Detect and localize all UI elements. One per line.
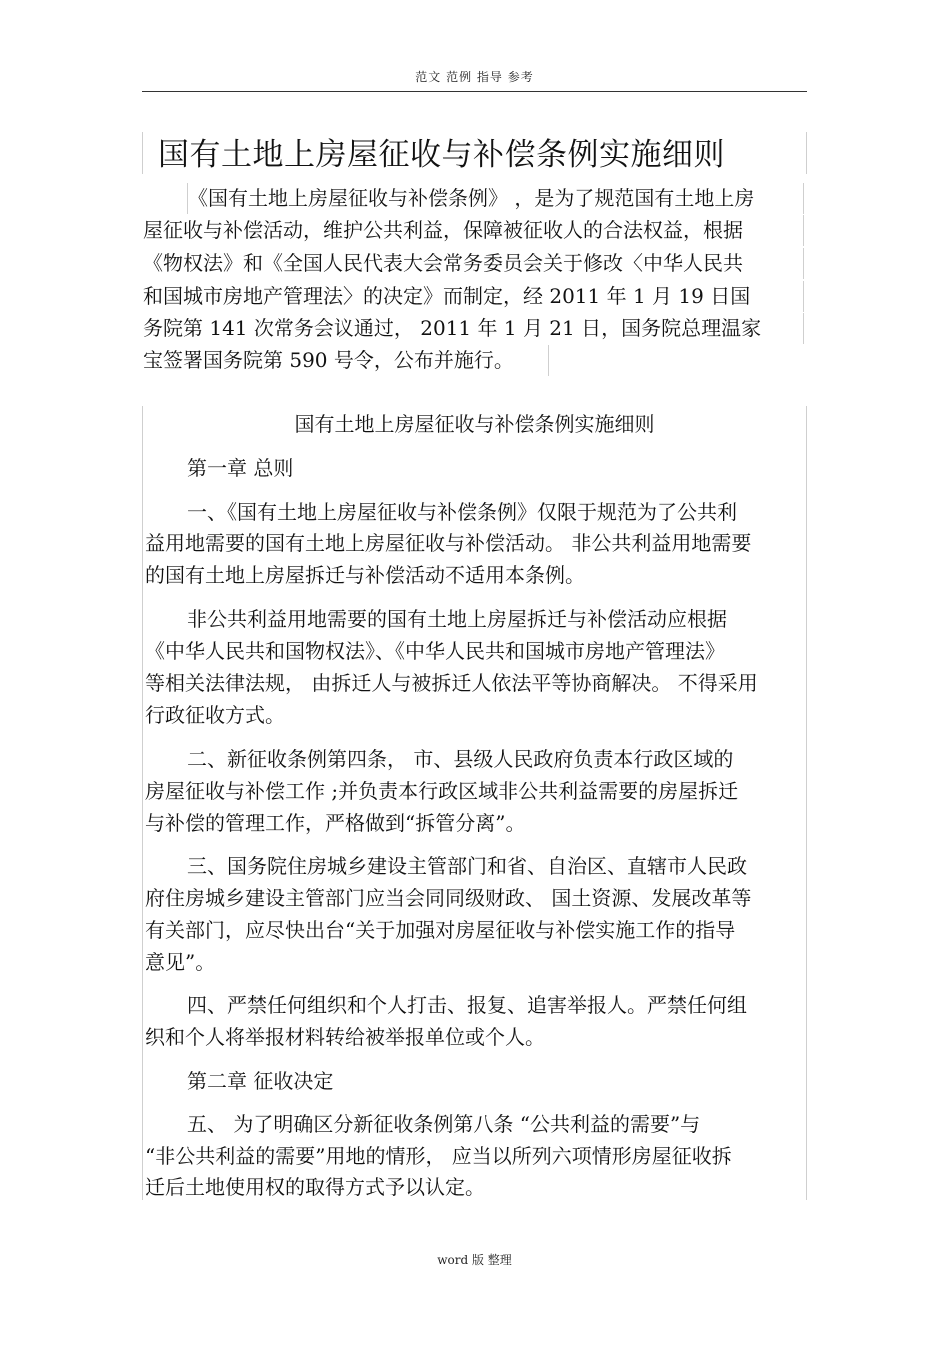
intro-line: 《国有土地上房屋征收与补偿条例》 ，是为了规范国有土地上房	[187, 183, 804, 214]
chapter-heading: 第二章 征收决定	[187, 1069, 334, 1093]
paragraph-line: “非公共利益的需要”用地的情形， 应当以所列六项情形房屋征收拆	[145, 1144, 732, 1168]
paragraph-line: 一、《国有土地上房屋征收与补偿条例》仅限于规范为了公共利	[187, 500, 737, 524]
paragraph-line: 五、 为了明确区分新征收条例第八条 “公共利益的需要”与	[187, 1112, 701, 1136]
paragraph-line: 非公共利益用地需要的国有土地上房屋拆迁与补偿活动应根据	[187, 607, 727, 631]
header-rule	[142, 91, 807, 92]
paragraph-line: 《中华人民共和国物权法》、《中华人民共和国城市房地产管理法》	[145, 639, 725, 663]
page-footer: word 版 整理	[437, 1253, 512, 1267]
intro-line: 宝签署国务院第 590 号令，公布并施行。	[143, 345, 549, 376]
paragraph-line: 三、国务院住房城乡建设主管部门和省、自治区、直辖市人民政	[187, 854, 747, 878]
intro-line: 《物权法》和《全国人民代表大会常务委员会关于修改〈中华人民共	[143, 248, 804, 279]
intro-line: 屋征收与补偿活动，维护公共利益，保障被征收人的合法权益，根据	[143, 215, 804, 246]
paragraph-line: 织和个人将举报材料转给被举报单位或个人。	[145, 1025, 545, 1049]
intro-line: 务院第 141 次常务会议通过， 2011 年 1 月 21 日，国务院总理温家	[143, 313, 804, 344]
paragraph-line: 迁后土地使用权的取得方式予以认定。	[145, 1175, 485, 1199]
paragraph-line: 有关部门，应尽快出台“关于加强对房屋征收与补偿实施工作的指导	[145, 918, 736, 942]
paragraph-line: 与补偿的管理工作，严格做到“拆管分离”。	[145, 811, 526, 835]
paragraph-line: 等相关法律法规， 由拆迁人与被拆迁人依法平等协商解决。 不得采用	[145, 671, 758, 695]
paragraph-line: 二、新征收条例第四条， 市、县级人民政府负责本行政区域的	[187, 747, 734, 771]
paragraph-line: 的国有土地上房屋拆迁与补偿活动不适用本条例。	[145, 563, 585, 587]
paragraph-line: 行政征收方式。	[145, 703, 285, 727]
paragraph-line: 益用地需要的国有土地上房屋征收与补偿活动。 非公共利益用地需要	[145, 531, 752, 555]
page-header: 范文 范例 指导 参考	[415, 70, 534, 84]
intro-line: 和国城市房地产管理法〉的决定》而制定，经 2011 年 1 月 19 日国	[143, 281, 804, 312]
paragraph-line: 四、严禁任何组织和个人打击、报复、追害举报人。严禁任何组	[187, 993, 747, 1017]
paragraph-line: 房屋征收与补偿工作 ;并负责本行政区域非公共利益需要的房屋拆迁	[145, 779, 739, 803]
paragraph-line: 府住房城乡建设主管部门应当会同同级财政、 国土资源、发展改革等	[145, 886, 752, 910]
document-title: 国有土地上房屋征收与补偿条例实施细则	[158, 137, 725, 173]
chapter-heading: 第一章 总则	[187, 456, 294, 480]
section-title: 国有土地上房屋征收与补偿条例实施细则	[294, 412, 655, 436]
paragraph-line: 意见”。	[145, 950, 216, 974]
